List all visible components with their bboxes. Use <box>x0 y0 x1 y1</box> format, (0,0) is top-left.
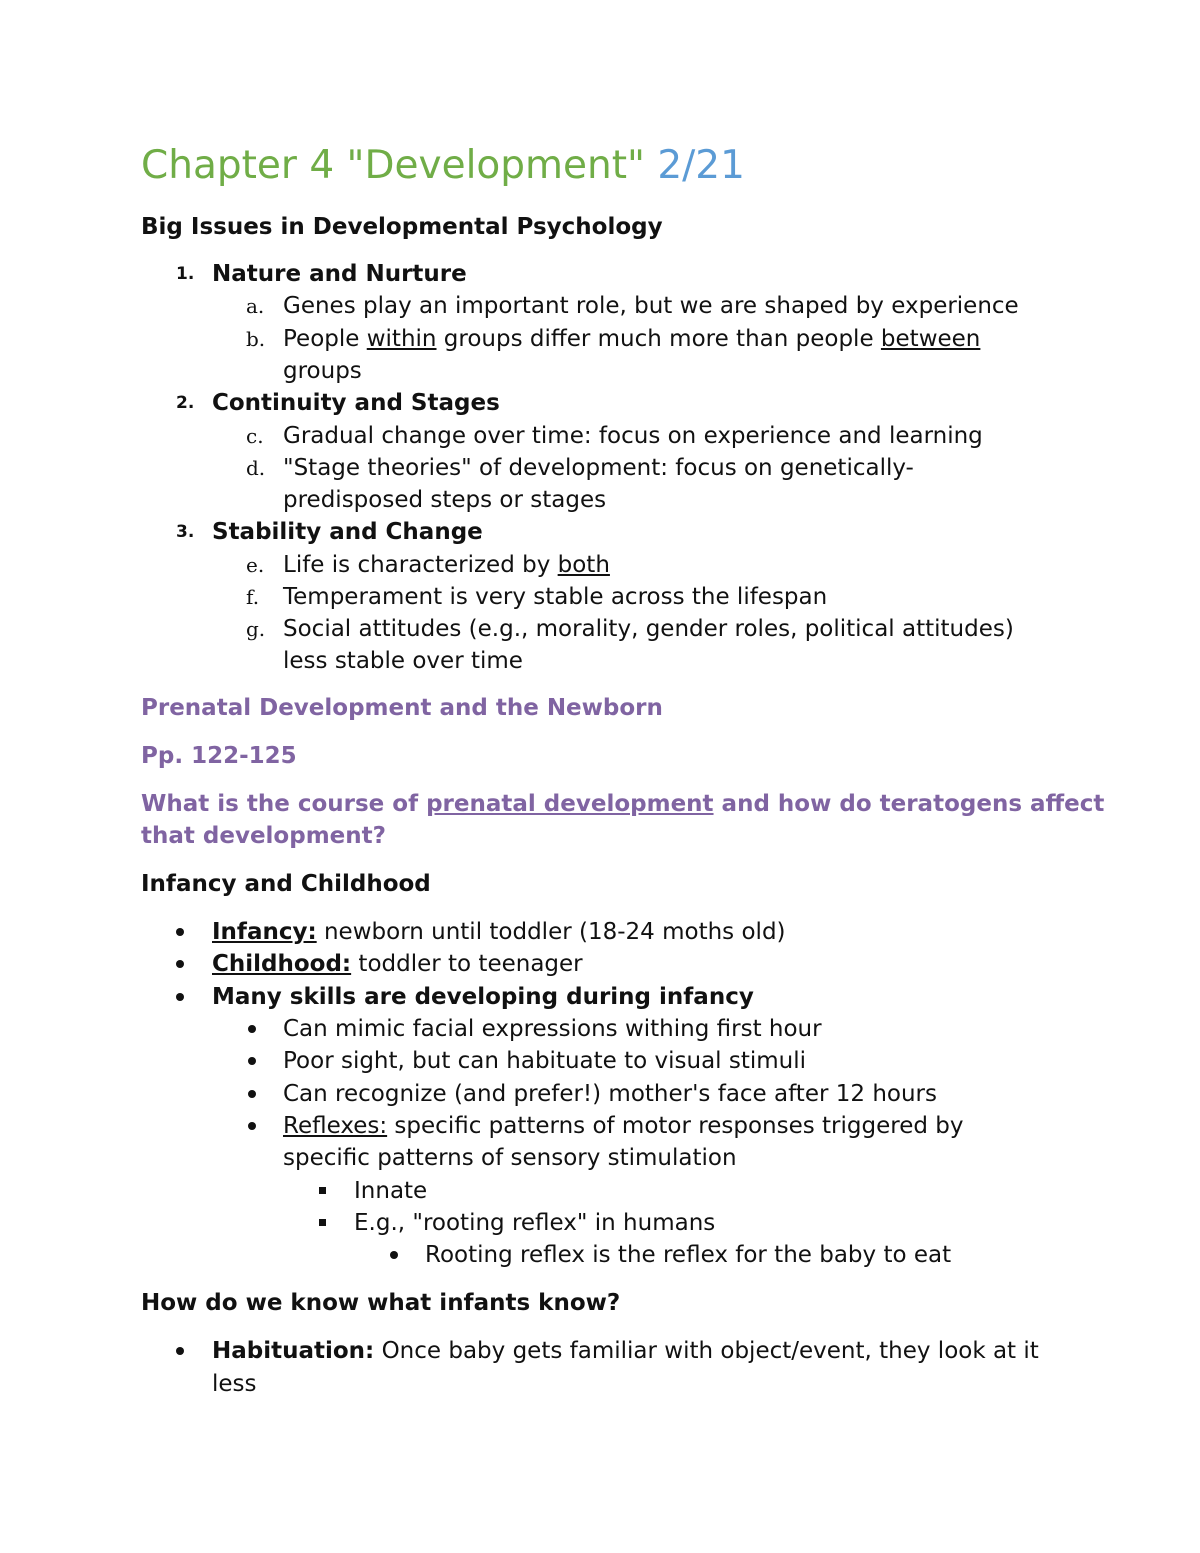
term-infancy: Infancy: <box>212 919 317 945</box>
square-bullet-icon <box>319 1219 326 1226</box>
list-letter: g. <box>246 617 266 641</box>
list-item: Genes play an important role, but we are shaped by experience <box>283 293 1019 319</box>
list-item <box>212 917 786 947</box>
list-item <box>212 1336 1039 1366</box>
list-item-continuation: less <box>212 1371 257 1397</box>
underlined-prenatal-development: prenatal development <box>426 791 714 817</box>
list-item: Innate <box>354 1178 428 1204</box>
list-item <box>212 949 583 979</box>
list-number: 3. <box>176 522 195 542</box>
list-letter: c. <box>246 424 264 448</box>
list-item-continuation: groups <box>283 358 362 384</box>
chapter-title: Chapter 4 "Development" <box>141 143 645 188</box>
issue-label: Stability and Change <box>212 519 483 545</box>
bullet-icon <box>176 928 184 936</box>
list-item: Social attitudes (e.g., morality, gender roles, political attitudes) <box>283 616 1014 642</box>
list-item: Can recognize (and prefer!) mother's face after 12 hours <box>283 1081 937 1107</box>
bullet-icon <box>176 1347 184 1355</box>
definition: specific patterns of motor responses triggered by <box>387 1113 964 1139</box>
bullet-icon <box>176 993 184 1001</box>
list-item <box>283 324 980 354</box>
list-item: E.g., "rooting reflex" in humans <box>354 1210 716 1236</box>
bullet-icon <box>248 1025 256 1033</box>
definition: newborn until toddler (18-24 moths old) <box>316 919 786 945</box>
list-number: 1. <box>176 264 195 284</box>
list-item-continuation: predisposed steps or stages <box>283 487 607 513</box>
square-bullet-icon <box>319 1187 326 1194</box>
list-item-continuation: less stable over time <box>283 648 523 674</box>
term-reflexes: Reflexes: <box>283 1113 388 1139</box>
list-letter: e. <box>246 553 265 577</box>
list-item <box>283 550 610 580</box>
underlined-within: within <box>366 326 437 352</box>
list-letter: d. <box>246 456 266 480</box>
prenatal-question <box>141 789 1104 819</box>
underlined-both: both <box>557 552 610 578</box>
issue-label: Nature and Nurture <box>212 261 467 287</box>
issue-label: Continuity and Stages <box>212 390 500 416</box>
list-letter: f. <box>246 585 260 609</box>
term-childhood: Childhood: <box>212 951 352 977</box>
list-letter: b. <box>246 327 266 351</box>
big-issues-heading: Big Issues in Developmental Psychology <box>141 214 663 240</box>
list-item: Can mimic facial expressions withing first hour <box>283 1016 822 1042</box>
term-habituation: Habituation: <box>212 1338 375 1364</box>
bullet-icon <box>390 1251 398 1259</box>
title-date: 2/21 <box>657 143 745 188</box>
list-item: "Stage theories" of development: focus on genetically- <box>283 455 914 481</box>
prenatal-heading: Prenatal Development and the Newborn <box>141 695 663 721</box>
definition: Once baby gets familiar with object/event, they look at it <box>374 1338 1039 1364</box>
bullet-icon <box>176 960 184 968</box>
text-segment: People <box>283 326 367 352</box>
page-reference: Pp. 122-125 <box>141 743 297 769</box>
list-item: Many skills are developing during infancy <box>212 984 754 1010</box>
list-item: Rooting reflex is the reflex for the baby to eat <box>425 1242 952 1268</box>
knowing-heading: How do we know what infants know? <box>141 1290 621 1316</box>
underlined-between: between <box>880 326 981 352</box>
list-item-continuation: specific patterns of sensory stimulation <box>283 1145 737 1171</box>
list-number: 2. <box>176 393 195 413</box>
list-item: Gradual change over time: focus on experience and learning <box>283 423 983 449</box>
page-title <box>141 140 745 192</box>
list-item <box>283 1111 963 1141</box>
infancy-heading: Infancy and Childhood <box>141 871 431 897</box>
bullet-icon <box>248 1090 256 1098</box>
text-segment: Life is characterized by <box>283 552 558 578</box>
prenatal-question-continuation: that development? <box>141 823 386 849</box>
definition: toddler to teenager <box>351 951 583 977</box>
text-segment: groups differ much more than people <box>436 326 881 352</box>
text-segment: and how do teratogens affect <box>713 791 1105 817</box>
list-letter: a. <box>246 294 265 318</box>
text-segment: What is the course of <box>141 791 427 817</box>
bullet-icon <box>248 1057 256 1065</box>
list-item: Temperament is very stable across the lifespan <box>283 584 828 610</box>
bullet-icon <box>248 1122 256 1130</box>
list-item: Poor sight, but can habituate to visual stimuli <box>283 1048 807 1074</box>
